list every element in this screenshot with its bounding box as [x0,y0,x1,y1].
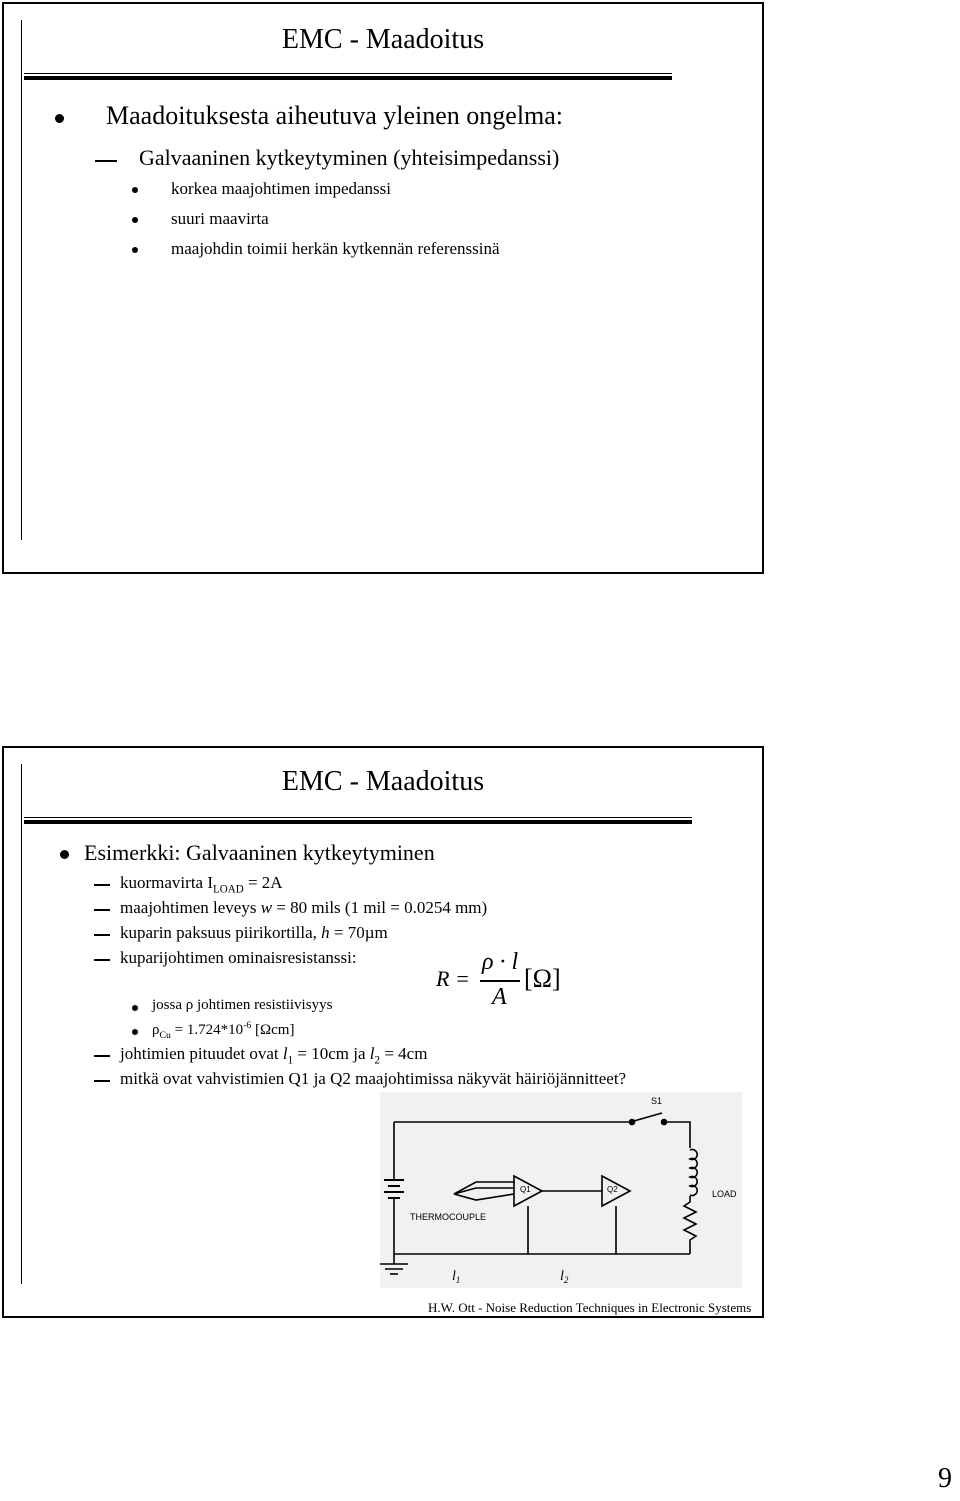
bullet [60,850,69,859]
bullet-level3: korkea maajohtimen impedanssi [171,179,391,198]
bullet-level1: Esimerkki: Galvaaninen kytkeytyminen [84,840,435,865]
title-rule-thick [24,820,692,824]
load-current-text: kuormavirta $I_{LOAD} = 2A$ [120,873,283,896]
fraction-bar [480,980,520,982]
switch-contact [630,1120,635,1125]
source-credit: H.W. Ott - Noise Reduction Techniques in Electronic Systems [428,1300,752,1315]
rho-cu-value: $\rho_{Cu} = 1.724*10^{-6}$ [Ωcm] [152,1020,295,1041]
label-l1: $l_1$ [452,1269,461,1285]
title-rule-thin [24,73,672,74]
circuit-diagram [380,1092,742,1288]
bullet [132,217,138,223]
left-border-line [21,20,22,540]
slide-1 [2,2,764,574]
question-text: mitkä ovat vahvistimien Q1 ja Q2 maajohtimissa näkyvät häiriöjännitteet? [120,1069,627,1088]
dash-bullet [94,884,110,886]
slide-title: EMC - Maadoitus [281,24,485,55]
resistance-text: kuparijohtimen ominaisresistanssi: [120,948,357,967]
dash-bullet [94,934,110,936]
label-q2: Q2 [607,1185,618,1194]
bullet [132,247,138,253]
label-s1: S1 [651,1096,663,1106]
dash-bullet [94,1055,110,1057]
bullet-level3: maajohdin toimii herkän kytkennän referenssinä [171,239,500,258]
title-rule-thick [24,76,672,80]
label-l2: $l_2$ [560,1269,569,1285]
dash-bullet [94,1080,110,1082]
rho-description: jossa ρ johtimen resistiivisyys [152,997,333,1013]
left-border-line [21,764,22,1284]
label-q1: Q1 [520,1185,531,1194]
thickness-text: kuparin paksuus piirikortilla, h = 70µm [120,923,388,942]
formula-numerator: ρ · l [482,949,519,975]
label-load: LOAD [712,1189,737,1199]
width-text: maajohtimen leveys w = 80 mils (1 mil = 0.0254 mm) [120,898,488,917]
dash-bullet [94,909,110,911]
dash-bullet [95,160,117,162]
bullet [55,114,64,123]
dash-bullet [94,959,110,961]
bullet-level3: suuri maavirta [171,209,269,228]
slide-title: EMC - Maadoitus [281,766,485,797]
formula-denominator: A [492,984,507,1010]
bullet [132,1005,138,1011]
title-rule-thin [24,817,692,818]
bullet [132,187,138,193]
slide-2 [2,746,764,1318]
label-thermocouple: THERMOCOUPLE [410,1212,487,1222]
page-number: 9 [938,1463,952,1494]
bullet-level2: Galvaaninen kytkeytyminen (yhteisimpedanssi) [139,145,560,170]
bullet [132,1029,138,1035]
formula-unit: [Ω] [524,964,561,993]
formula-lhs: R = [436,966,470,991]
bullet-level1: Maadoituksesta aiheutuva yleinen ongelma: [106,101,564,130]
switch-contact [662,1120,667,1125]
lengths-text: johtimien pituudet ovat $l_1 = 10cm$ ja $l_2 = 4cm$ [120,1044,428,1067]
